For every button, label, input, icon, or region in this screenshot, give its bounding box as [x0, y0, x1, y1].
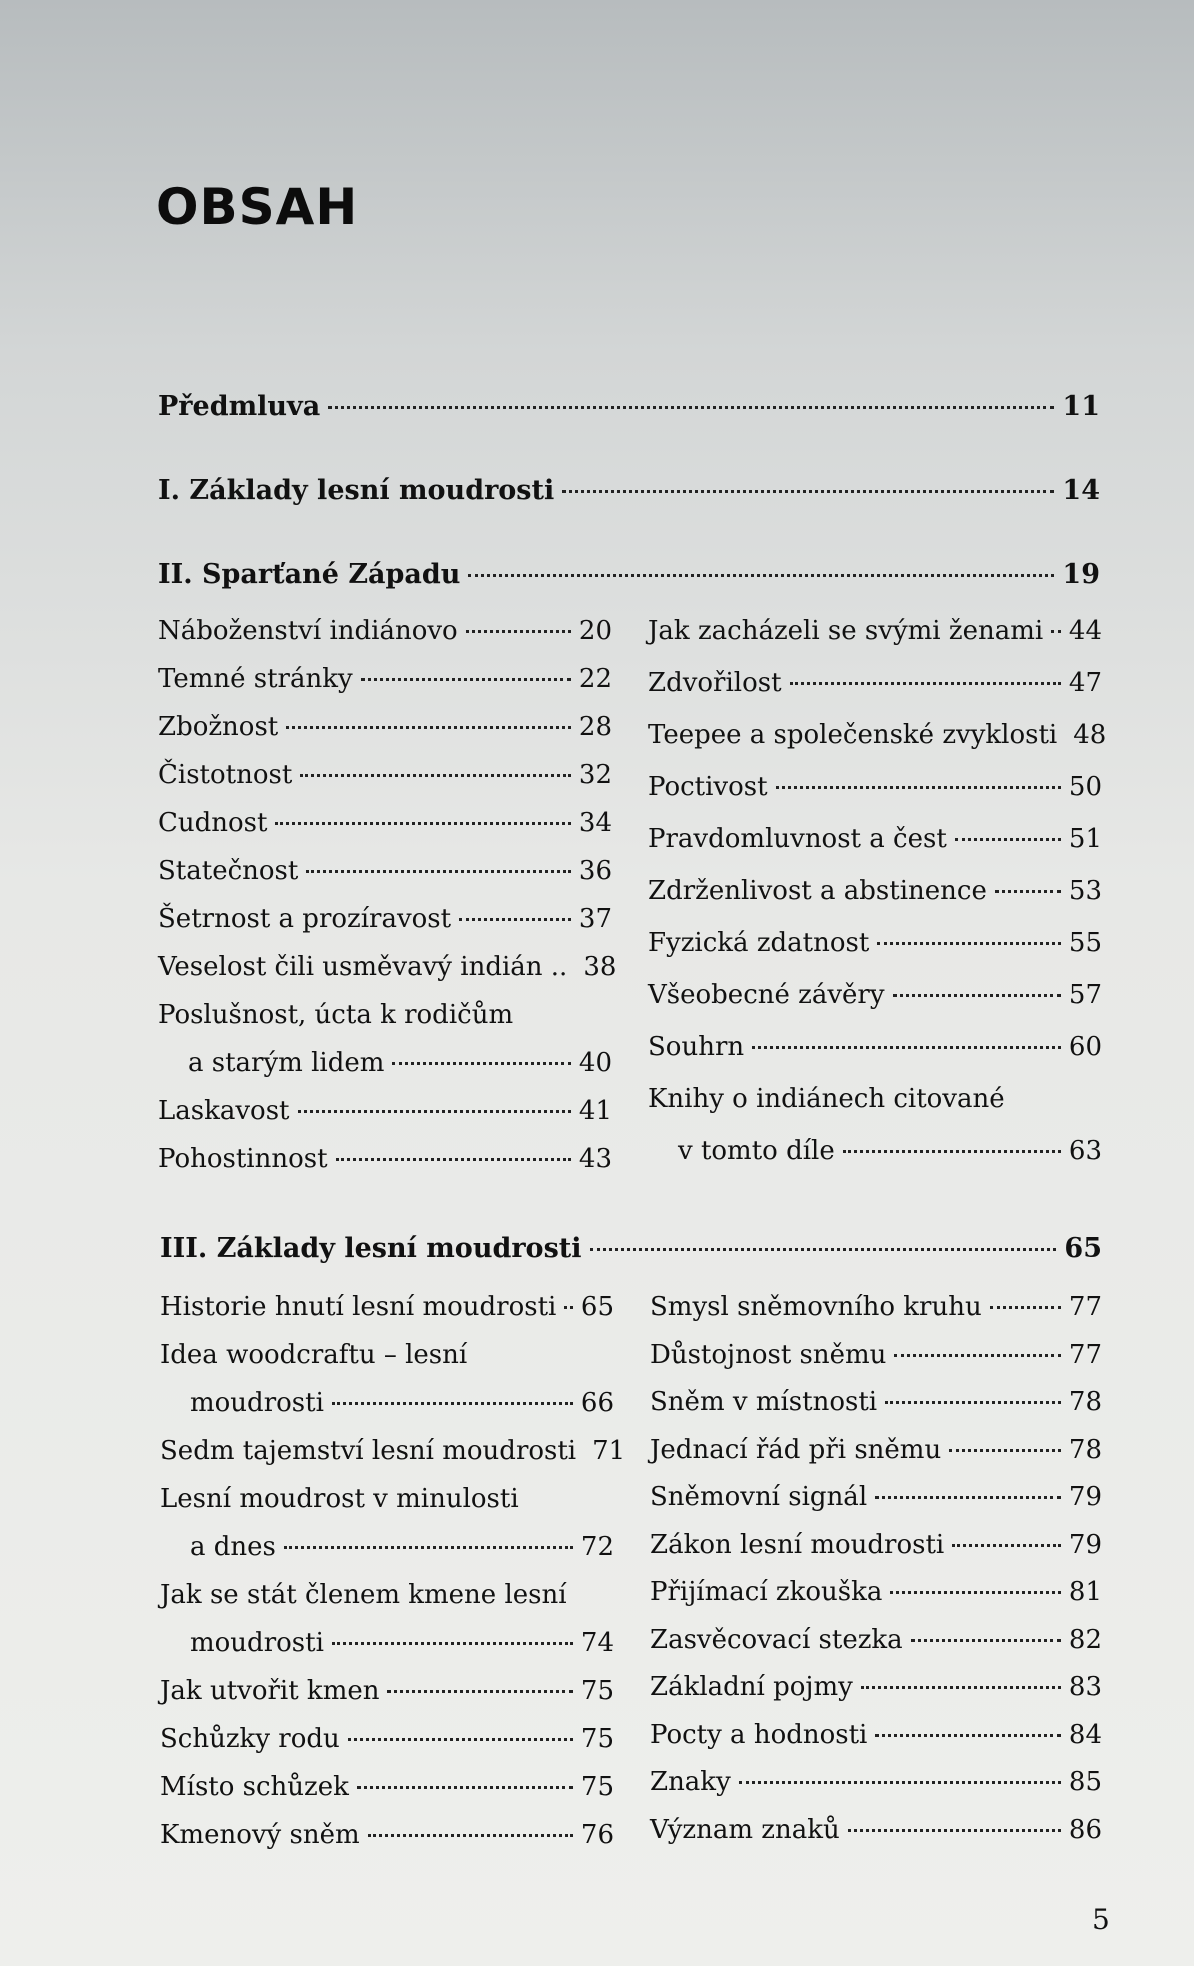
- toc-entry-label: Zákon lesní moudrosti: [650, 1529, 945, 1560]
- toc-entry: [190, 1386, 614, 1420]
- toc-entry-label: Zdvořilost: [648, 668, 782, 698]
- toc-entry-label: Sněm v místnosti: [650, 1387, 878, 1417]
- toc-entry-label: Veselost čili usměvavý indián ..: [158, 952, 568, 982]
- dot-leader: [564, 1306, 573, 1309]
- toc-entry-label: Historie hnutí lesní moudrosti: [160, 1292, 557, 1322]
- toc-entry-label: Fyzická zdatnost: [648, 928, 870, 958]
- toc-entry: [158, 902, 612, 936]
- toc-entry-label: Kmenový sněm: [160, 1820, 360, 1850]
- toc-page-number: 22: [578, 664, 612, 694]
- toc-page-number: 19: [1062, 559, 1100, 590]
- dot-leader: [843, 1150, 1061, 1153]
- toc-page-number: 74: [580, 1628, 614, 1658]
- dot-leader: [1051, 630, 1061, 633]
- toc-entry-continuation: moudrosti: [190, 1628, 324, 1658]
- toc-section-row: [158, 558, 1100, 592]
- dot-leader: [911, 1639, 1061, 1642]
- toc-entry-label: Jak zacházeli se svými ženami: [648, 616, 1044, 646]
- toc-page-number: 76: [580, 1820, 614, 1850]
- toc-entry-label: Pohostinnost: [158, 1144, 328, 1174]
- dot-leader: [298, 1110, 571, 1113]
- toc-entry-label: Význam znaků: [650, 1814, 840, 1845]
- toc-section-label: I. Základy lesní moudrosti: [158, 475, 555, 506]
- toc-page-number: 36: [578, 856, 612, 886]
- toc-entry-label: Knihy o indiánech citované: [648, 1084, 1005, 1114]
- dot-leader: [776, 786, 1061, 789]
- toc-page-number: 75: [580, 1772, 614, 1802]
- toc-entry-label: Všeobecné závěry: [648, 980, 885, 1010]
- toc-entry: [648, 822, 1102, 856]
- dot-leader: [306, 870, 571, 873]
- toc-entry: [158, 662, 612, 696]
- dot-leader: [890, 1591, 1061, 1594]
- toc-entry-label: Smysl sněmovního kruhu: [650, 1292, 982, 1322]
- toc-entry: [158, 854, 612, 888]
- dot-leader: [332, 1642, 573, 1645]
- dot-leader: [893, 994, 1061, 997]
- toc-page-number: 66: [580, 1388, 614, 1418]
- toc-page-number: 86: [1068, 1814, 1102, 1845]
- toc-entry: [648, 666, 1102, 700]
- toc-page-number: 83: [1068, 1672, 1102, 1702]
- toc-entry-label: Pravdomluvnost a čest: [648, 824, 947, 854]
- dot-leader: [790, 682, 1061, 685]
- dot-leader: [752, 1046, 1061, 1049]
- dot-leader: [459, 918, 571, 921]
- toc-page-number: 57: [1068, 980, 1102, 1010]
- toc-page-number: 84: [1068, 1719, 1102, 1750]
- dot-leader: [348, 1738, 573, 1741]
- toc-page-number: 43: [578, 1144, 612, 1174]
- toc-entry-label: Cudnost: [158, 808, 268, 838]
- toc-entry: [160, 1770, 614, 1804]
- toc-entry: [158, 806, 612, 840]
- toc-entry: [650, 1718, 1102, 1752]
- toc-entry: [650, 1670, 1102, 1704]
- toc-entry-label: Statečnost: [158, 856, 299, 886]
- toc-entry: [650, 1480, 1102, 1514]
- dot-leader: [368, 1834, 573, 1837]
- toc-page-number: 50: [1068, 772, 1102, 802]
- toc-page-number: 11: [1062, 391, 1100, 422]
- dot-leader: [466, 630, 571, 633]
- toc-entry: [158, 710, 612, 744]
- toc-entry: [650, 1385, 1102, 1419]
- toc-entry: [160, 1434, 626, 1468]
- toc-page-number: 75: [580, 1676, 614, 1706]
- toc-entry: [160, 1722, 614, 1756]
- toc-entry: [678, 1134, 1102, 1168]
- toc-page-number: 53: [1068, 876, 1102, 906]
- toc-section-row: [160, 1232, 1102, 1266]
- dot-leader: [995, 890, 1061, 893]
- toc-section-row: [158, 390, 1100, 424]
- dot-leader: [336, 1158, 571, 1161]
- toc-entry: [650, 1623, 1102, 1657]
- page-number: 5: [1092, 1903, 1110, 1936]
- toc-page-number: 40: [578, 1048, 612, 1078]
- toc-entry: [190, 1626, 614, 1660]
- toc-entry: [650, 1338, 1102, 1372]
- dot-leader: [275, 822, 570, 825]
- dot-leader: [392, 1062, 570, 1065]
- toc-entry: [648, 1030, 1102, 1064]
- toc-page-number: 79: [1068, 1529, 1102, 1560]
- toc-entry-label: Jak utvořit kmen: [160, 1676, 380, 1706]
- toc-page-number: 79: [1068, 1482, 1102, 1512]
- toc-entry-label: Schůzky rodu: [160, 1724, 340, 1754]
- toc-entry: [650, 1765, 1102, 1799]
- toc-page-number: 81: [1068, 1577, 1102, 1607]
- toc-page-number: 14: [1062, 475, 1100, 506]
- toc-entry: [648, 718, 1107, 752]
- dot-leader: [877, 942, 1061, 945]
- toc-entry-label: Místo schůzek: [160, 1772, 349, 1802]
- toc-entry: [650, 1290, 1102, 1324]
- toc-section-row: [158, 474, 1100, 508]
- dot-leader: [952, 1544, 1061, 1547]
- dot-leader: [739, 1781, 1061, 1784]
- toc-page-number: 77: [1068, 1292, 1102, 1322]
- toc-entry-label: Laskavost: [158, 1096, 290, 1126]
- toc-entry: [188, 1046, 612, 1080]
- toc-entry-continuation: a starým lidem: [188, 1048, 385, 1078]
- toc-entry: [190, 1530, 614, 1564]
- toc-entry: [648, 614, 1102, 648]
- toc-entry-label: Teepee a společenské zvyklosti: [648, 720, 1058, 750]
- toc-page-number: 41: [578, 1096, 612, 1126]
- toc-entry-label: Důstojnost sněmu: [650, 1339, 887, 1370]
- toc-entry-label: Přijímací zkouška: [650, 1577, 883, 1607]
- toc-page-number: 60: [1068, 1032, 1102, 1062]
- toc-entry: [158, 1142, 612, 1176]
- toc-section-label: Předmluva: [158, 391, 321, 422]
- dot-leader: [955, 838, 1061, 841]
- toc-entry-label: Zasvěcovací stezka: [650, 1624, 903, 1655]
- dot-leader: [949, 1449, 1061, 1452]
- toc-page-number: 47: [1068, 668, 1102, 698]
- dot-leader: [361, 678, 571, 681]
- toc-page-number: 75: [580, 1724, 614, 1754]
- toc-entry-label: Temné stránky: [158, 664, 353, 694]
- toc-entry: [648, 770, 1102, 804]
- toc-entry: [158, 1094, 612, 1128]
- toc-page-number: 71: [592, 1436, 626, 1466]
- dot-leader: [357, 1786, 573, 1789]
- toc-entry-label: Poctivost: [648, 772, 768, 802]
- toc-page-number: 77: [1068, 1339, 1102, 1370]
- toc-entry: [650, 1575, 1102, 1609]
- toc-entry: [158, 950, 617, 984]
- toc-page-number: 20: [578, 616, 612, 646]
- toc-entry-label: Jak se stát členem kmene lesní: [160, 1580, 567, 1610]
- toc-page-number: 51: [1068, 824, 1102, 854]
- toc-page-number: 82: [1068, 1624, 1102, 1655]
- dot-leader: [590, 1248, 1057, 1251]
- toc-entry-continuation: a dnes: [190, 1532, 276, 1562]
- toc-entry-label: Lesní moudrost v minulosti: [160, 1484, 519, 1514]
- dot-leader: [875, 1496, 1061, 1499]
- toc-entry-continuation: v tomto díle: [678, 1136, 835, 1166]
- dot-leader: [848, 1829, 1061, 1832]
- toc-entry-label: Sněmovní signál: [650, 1482, 868, 1512]
- toc-page-number: 48: [1073, 720, 1107, 750]
- dot-leader: [894, 1354, 1060, 1357]
- toc-page-number: 78: [1068, 1434, 1102, 1465]
- toc-entry-continuation: moudrosti: [190, 1388, 324, 1418]
- toc-entry: [158, 614, 612, 648]
- dot-leader: [332, 1402, 573, 1405]
- toc-page-number: 85: [1068, 1767, 1102, 1797]
- dot-leader: [286, 726, 571, 729]
- toc-page-number: 34: [578, 808, 612, 838]
- toc-entry: [648, 978, 1102, 1012]
- toc-entry-label: Zdrženlivost a abstinence: [648, 876, 987, 906]
- toc-entry-label: Zbožnost: [158, 712, 279, 742]
- toc-page-number: 44: [1068, 616, 1102, 646]
- toc-entry-label: Pocty a hodnosti: [650, 1719, 868, 1750]
- dot-leader: [861, 1686, 1061, 1689]
- dot-leader: [875, 1734, 1061, 1737]
- dot-leader: [885, 1401, 1061, 1404]
- toc-entry: [650, 1528, 1102, 1562]
- toc-entry-label: Čistotnost: [158, 760, 293, 790]
- toc-entry-label: Základní pojmy: [650, 1672, 853, 1702]
- toc-entry-label: Idea woodcraftu – lesní: [160, 1340, 468, 1370]
- dot-leader: [562, 490, 1054, 493]
- dot-leader: [284, 1546, 573, 1549]
- toc-page-number: 55: [1068, 928, 1102, 958]
- dot-leader: [328, 406, 1054, 409]
- toc-entry: [648, 874, 1102, 908]
- toc-page-number: 32: [578, 760, 612, 790]
- toc-page-number: 72: [580, 1532, 614, 1562]
- toc-entry: [648, 926, 1102, 960]
- dot-leader: [468, 574, 1054, 577]
- toc-entry-label: Poslušnost, úcta k rodičům: [158, 1000, 514, 1030]
- page-title: OBSAH: [156, 178, 359, 236]
- dot-leader: [300, 774, 571, 777]
- toc-section-label: III. Základy lesní moudrosti: [160, 1233, 582, 1264]
- toc-entry: [160, 1818, 614, 1852]
- toc-section-label: II. Sparťané Západu: [158, 559, 461, 590]
- toc-entry: [158, 758, 612, 792]
- toc-entry-label: Znaky: [650, 1767, 731, 1797]
- toc-page-number: 65: [1064, 1233, 1102, 1264]
- toc-entry: [160, 1290, 614, 1324]
- dot-leader: [387, 1690, 572, 1693]
- toc-page-number: 37: [578, 904, 612, 934]
- toc-entry-label: Sedm tajemství lesní moudrosti: [160, 1436, 577, 1466]
- toc-entry: [650, 1813, 1102, 1847]
- toc-page-number: 65: [580, 1292, 614, 1322]
- toc-entry-label: Šetrnost a prozíravost: [158, 904, 452, 934]
- toc-entry-label: Náboženství indiánovo: [158, 616, 458, 646]
- toc-entry: [160, 1674, 614, 1708]
- toc-entry-label: Jednací řád při sněmu: [650, 1434, 942, 1465]
- toc-entry: [650, 1433, 1102, 1467]
- toc-page-number: 78: [1068, 1387, 1102, 1417]
- toc-page-number: 38: [583, 952, 617, 982]
- dot-leader: [990, 1306, 1061, 1309]
- toc-page-number: 63: [1068, 1136, 1102, 1166]
- toc-page-number: 28: [578, 712, 612, 742]
- toc-entry-label: Souhrn: [648, 1032, 745, 1062]
